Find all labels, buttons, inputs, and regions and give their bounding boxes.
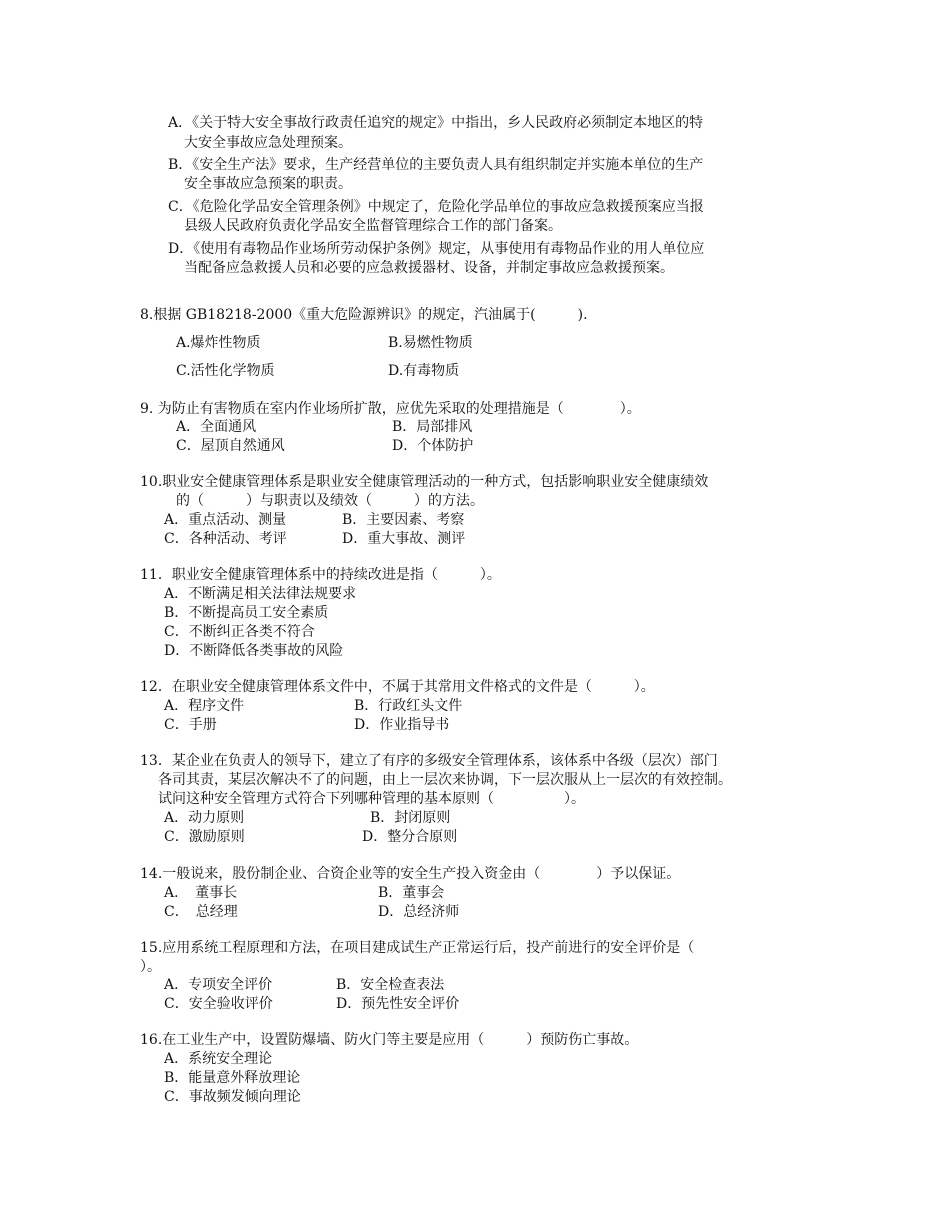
q7-option-d: D．《使用有毒物品作业场所劳动保护条例》规定，从事使用有毒物品作业的用人单位应: [168, 241, 705, 257]
q11-option-c: C．不断纠正各类不符合: [164, 624, 315, 640]
q13-option-a: A．动力原则: [164, 810, 245, 826]
q11-stem: 11．职业安全健康管理体系中的持续改进是指（ ）。: [140, 567, 501, 583]
q15-stem-cont: ）。: [140, 959, 161, 975]
q10-option-a: A．重点活动、测量: [164, 512, 287, 528]
q13-option-d: D．整分合原则: [362, 829, 458, 845]
q9-option-d: D．个体防护: [392, 438, 474, 454]
q13-option-c: C．激励原则: [164, 829, 245, 845]
q12-option-b: B．行政红头文件: [354, 698, 463, 714]
q10-stem: 10.职业安全健康管理体系是职业安全健康管理活动的一种方式，包括影响职业安全健康绩效: [140, 474, 709, 490]
q9-stem: 9. 为防止有害物质在室内作业场所扩散，应优先采取的处理措施是（ ）。: [140, 401, 641, 417]
q7-option-b: B．《安全生产法》要求，生产经营单位的主要负责人具有组织制定并实施本单位的生产: [168, 157, 704, 173]
q13-option-b: B．封闭原则: [370, 810, 451, 826]
q15-option-a: A．专项安全评价: [164, 977, 273, 993]
q14-option-b: B．董事会: [378, 885, 445, 901]
q9-option-c: C．屋顶自然通风: [176, 438, 285, 454]
q7-option-b-cont: 安全事故应急预案的职责。: [184, 176, 352, 192]
q10-option-c: C．各种活动、考评: [164, 531, 287, 547]
q11-option-d: D．不断降低各类事故的风险: [164, 643, 344, 659]
q8-option-c: C.活性化学物质: [176, 363, 275, 379]
q12-option-d: D．作业指导书: [354, 717, 450, 733]
q10-option-b: B．主要因素、考察: [342, 512, 465, 528]
q14-stem: 14.一般说来，股份制企业、合资企业等的安全生产投入资金由（ ）予以保证。: [140, 866, 681, 882]
q14-option-c: C． 总经理: [164, 904, 238, 920]
q12-option-a: A．程序文件: [164, 698, 245, 714]
q15-option-d: D．预先性安全评价: [336, 996, 460, 1012]
q13-stem: 13．某企业在负责人的领导下，建立了有序的多级安全管理体系，该体系中各级（层次）部门: [140, 753, 718, 769]
q13-stem-cont-1: 各司其责，某层次解决不了的问题，由上一层次来协调，下一层次服从上一层次的有效控制。: [158, 772, 732, 788]
q8-stem: 8.根据 GB18218-2000《重大危险源辨识》的规定，汽油属于( ).: [140, 307, 588, 323]
q10-stem-cont: 的（ ）与职责以及绩效（ ）的方法。: [176, 493, 484, 509]
q9-option-a: A．全面通风: [176, 419, 257, 435]
q14-option-d: D．总经济师: [378, 904, 460, 920]
q16-option-a: A．系统安全理论: [164, 1051, 273, 1067]
q11-option-b: B．不断提高员工安全素质: [164, 605, 329, 621]
q15-stem: 15.应用系统工程原理和方法，在项目建成试生产正常运行后，投产前进行的安全评价是（: [140, 940, 695, 956]
q15-option-c: C．安全验收评价: [164, 996, 273, 1012]
q14-option-a: A． 董事长: [164, 885, 238, 901]
q16-option-c: C．事故频发倾向理论: [164, 1089, 301, 1105]
q15-option-b: B．安全检查表法: [336, 977, 445, 993]
q7-option-c-cont: 县级人民政府负责化学品安全监督管理综合工作的部门备案。: [184, 218, 562, 234]
q7-option-a-cont: 大安全事故应急处理预案。: [184, 135, 352, 151]
q11-option-a: A．不断满足相关法律法规要求: [164, 586, 357, 602]
q8-option-b: B.易燃性物质: [388, 335, 473, 351]
q8-option-a: A.爆炸性物质: [176, 335, 261, 351]
q8-option-d: D.有毒物质: [388, 363, 460, 379]
q12-option-c: C．手册: [164, 717, 217, 733]
q7-option-a: A．《关于特大安全事故行政责任追究的规定》中指出，乡人民政府必须制定本地区的特: [168, 115, 704, 131]
q7-option-c: C．《危险化学品安全管理条例》中规定了，危险化学品单位的事故应急救援预案应当报: [168, 199, 704, 215]
q16-option-b: B．能量意外释放理论: [164, 1070, 301, 1086]
q12-stem: 12．在职业安全健康管理体系文件中，不属于其常用文件格式的文件是（ ）。: [140, 679, 655, 695]
q10-option-d: D．重大事故、测评: [342, 531, 466, 547]
q7-option-d-cont: 当配备应急救援人员和必要的应急救援器材、设备，并制定事故应急救援预案。: [184, 260, 674, 276]
q16-stem: 16.在工业生产中，设置防爆墙、防火门等主要是应用（ ）预防伤亡事故。: [140, 1032, 639, 1048]
q9-option-b: B．局部排风: [392, 419, 473, 435]
q13-stem-cont-2: 试问这种安全管理方式符合下列哪种管理的基本原则（ ）。: [158, 791, 585, 807]
